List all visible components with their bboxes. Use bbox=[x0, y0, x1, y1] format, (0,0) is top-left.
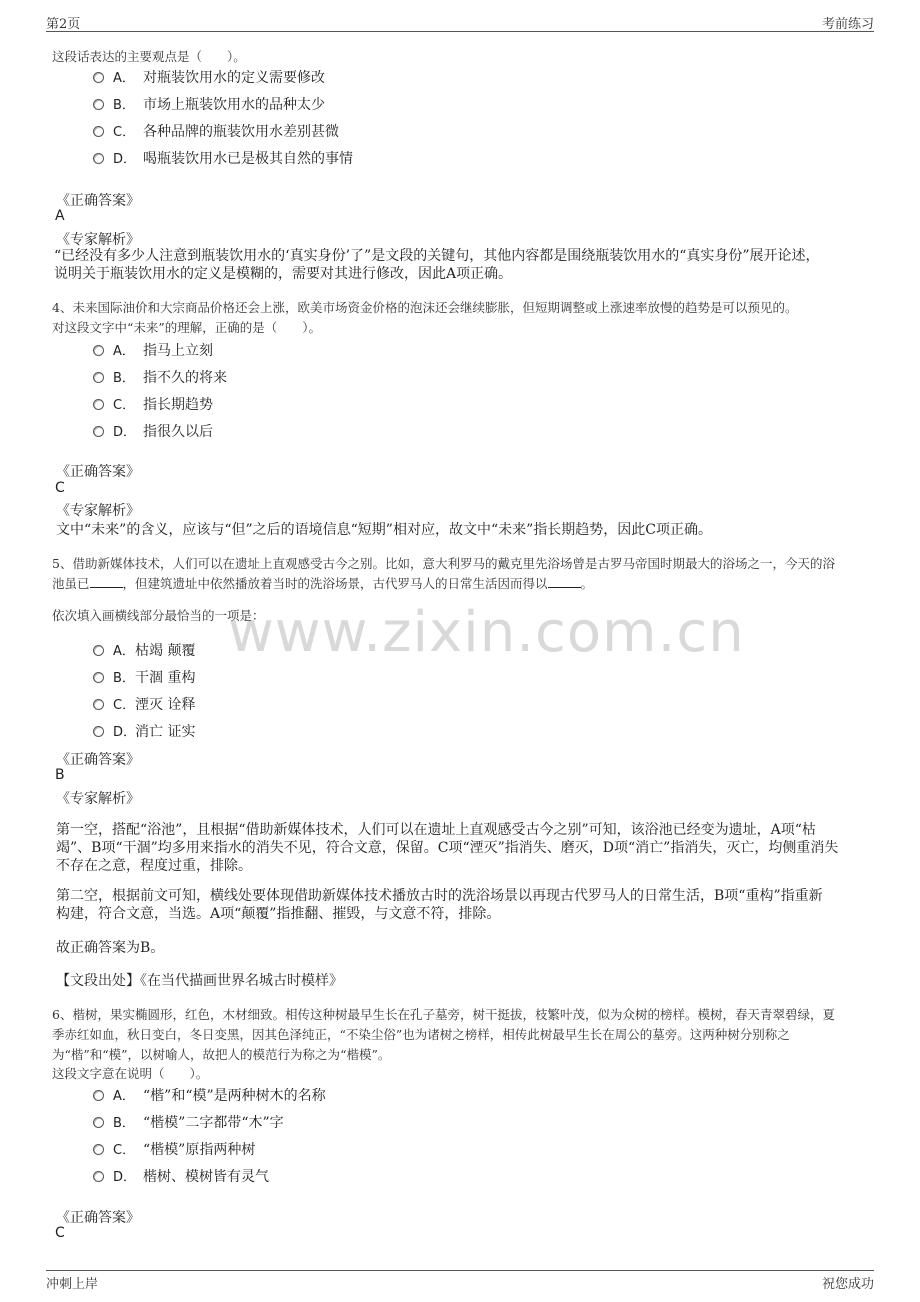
q4-option-c[interactable]: C． 指长期趋势 bbox=[93, 394, 213, 414]
q6-option-c[interactable]: C． “楷模”原指两种树 bbox=[93, 1139, 255, 1159]
q5-option-c[interactable]: C．湮灭 诠释 bbox=[93, 694, 195, 714]
q5-option-b[interactable]: B．干涸 重构 bbox=[93, 667, 195, 687]
radio-button[interactable] bbox=[93, 726, 104, 737]
q5-analysis-paragraph-1: 第一空，搭配“浴池”，且根据“借助新媒体技术，人们可以在遗址上直观感受古今之别”可知，该浴池已经变为遗址，A项“枯 竭”、B项“干涸”均多用来指水的消失不见，符合文意，保留。C项“湮灭”指消失、磨灭，D项“消亡”指消失，灭亡，均侧重消失 不存在之意，程度过重，排除。 bbox=[56, 822, 839, 874]
answer-label: 《正确答案》 bbox=[56, 1210, 140, 1226]
q3-stem: 这段话表达的主要观点是（ ）。 bbox=[52, 49, 246, 64]
footer-right-text: 祝您成功 bbox=[821, 1277, 874, 1292]
q6-stem-line3: 为“楷”和“模”，以树喻人，故把人的模范行为称之为“楷模”。 bbox=[52, 1047, 391, 1062]
radio-button[interactable] bbox=[93, 153, 104, 164]
radio-button[interactable] bbox=[93, 72, 104, 83]
radio-button[interactable] bbox=[93, 126, 104, 137]
q5-stem-line2: 池虽已 ，但建筑遗址中依然播放着当时的洗浴场景，古代罗马人的日常生活因而得以 。 bbox=[52, 576, 594, 591]
radio-button[interactable] bbox=[93, 372, 104, 383]
q3-option-a[interactable]: A． 对瓶装饮用水的定义需要修改 bbox=[93, 67, 325, 87]
q6-option-d[interactable]: D． 楷树、模树皆有灵气 bbox=[93, 1166, 269, 1186]
radio-button[interactable] bbox=[93, 1171, 104, 1182]
radio-button[interactable] bbox=[93, 345, 104, 356]
fill-blank-1 bbox=[90, 575, 123, 588]
q5-answer: B bbox=[55, 767, 65, 783]
radio-button[interactable] bbox=[93, 1117, 104, 1128]
q4-answer: C bbox=[55, 480, 65, 496]
q3-option-b[interactable]: B． 市场上瓶装饮用水的品种太少 bbox=[93, 94, 325, 114]
q6-answer: C bbox=[55, 1225, 65, 1241]
q5-analysis-paragraph-2: 第二空，根据前文可知，横线处要体现借助新媒体技术播放古时的洗浴场景以再现古代罗马人的日常生活，B项“重构”指重新 构建，符合文意，当选。A项“颠覆”指推翻、摧毁，与文意不符，排除。 bbox=[56, 888, 823, 922]
q3-answer: A bbox=[55, 208, 65, 224]
q5-option-d[interactable]: D．消亡 证实 bbox=[93, 721, 195, 741]
footer-left-text: 冲刺上岸 bbox=[46, 1277, 99, 1292]
radio-button[interactable] bbox=[93, 645, 104, 656]
fill-blank-2 bbox=[548, 575, 581, 588]
q4-option-d[interactable]: D． 指很久以后 bbox=[93, 421, 213, 441]
q6-option-b[interactable]: B． “楷模”二字都带“木”字 bbox=[93, 1112, 284, 1132]
answer-label: 《正确答案》 bbox=[56, 752, 140, 768]
q4-stem-line1: 4、未来国际油价和大宗商品价格还会上涨，欧美市场资金价格的泡沫还会继续膨胀，但短期调整或上涨速率放慢的趋势是可以预见的。 bbox=[52, 300, 798, 315]
q6-stem-line1: 6、楷树，果实椭圆形，红色，木材细致。相传这种树最早生长在孔子墓旁，树干挺拔，枝繁叶茂，似为众树的榜样。模树，春天青翠碧绿，夏 bbox=[52, 1007, 835, 1022]
radio-button[interactable] bbox=[93, 672, 104, 683]
radio-button[interactable] bbox=[93, 99, 104, 110]
page-header bbox=[46, 13, 874, 31]
analysis-label: 《专家解析》 bbox=[56, 232, 140, 248]
q3-analysis: “已经没有多少人注意到瓶装饮用水的‘真实身份’了”是文段的关键句，其他内容都是围绕瓶装饮用水的“真实身份”展开论述， 说明关于瓶装饮用水的定义是模糊的，需要对其进行修改，因此A项正确。 bbox=[54, 248, 820, 282]
watermark: www.zixin.com.cn bbox=[228, 600, 745, 665]
q4-analysis: 文中“未来”的含义，应该与“但”之后的语境信息“短期”相对应，故文中“未来”指长期趋势，因此C项正确。 bbox=[56, 522, 712, 538]
q5-option-a[interactable]: A．枯竭 颠覆 bbox=[93, 640, 195, 660]
q6-stem-line2: 季赤红如血，秋日变白，冬日变黑，因其色泽纯正，“不染尘俗”也为诸树之榜样，相传此树最早生长在周公的墓旁。这两种树分别称之 bbox=[52, 1027, 790, 1042]
q4-option-a[interactable]: A． 指马上立刻 bbox=[93, 340, 213, 360]
radio-button[interactable] bbox=[93, 1090, 104, 1101]
q3-option-c[interactable]: C． 各种品牌的瓶装饮用水差别甚微 bbox=[93, 121, 339, 141]
q5-prompt: 依次填入画横线部分最恰当的一项是： bbox=[52, 608, 265, 623]
q5-stem-line1: 5、借助新媒体技术，人们可以在遗址上直观感受古今之别。比如，意大利罗马的戴克里先浴场曾是古罗马帝国时期最大的浴场之一，今天的浴 bbox=[52, 556, 835, 571]
page-footer bbox=[46, 1273, 874, 1291]
answer-label: 《正确答案》 bbox=[56, 193, 140, 209]
radio-button[interactable] bbox=[93, 426, 104, 437]
footer-divider bbox=[46, 1270, 874, 1271]
header-title: 考前练习 bbox=[821, 17, 874, 32]
radio-button[interactable] bbox=[93, 399, 104, 410]
q6-stem-line4: 这段文字意在说明（ ）。 bbox=[52, 1066, 209, 1081]
q4-option-b[interactable]: B． 指不久的将来 bbox=[93, 367, 227, 387]
q5-analysis-conclusion: 故正确答案为B。 bbox=[56, 940, 165, 956]
radio-button[interactable] bbox=[93, 699, 104, 710]
radio-button[interactable] bbox=[93, 1144, 104, 1155]
q3-option-d[interactable]: D． 喝瓶装饮用水已是极其自然的事情 bbox=[93, 148, 353, 168]
header-divider bbox=[46, 31, 874, 32]
analysis-label: 《专家解析》 bbox=[56, 791, 140, 807]
answer-label: 《正确答案》 bbox=[56, 464, 140, 480]
q6-option-a[interactable]: A． “楷”和“模”是两种树木的名称 bbox=[93, 1085, 326, 1105]
q4-stem-line2: 对这段文字中“未来”的理解，正确的是（ ）。 bbox=[52, 320, 322, 335]
page-number: 第2页 bbox=[46, 17, 81, 32]
q5-source: 【文段出处】《在当代描画世界名城古时模样》 bbox=[56, 973, 343, 989]
analysis-label: 《专家解析》 bbox=[56, 503, 140, 519]
